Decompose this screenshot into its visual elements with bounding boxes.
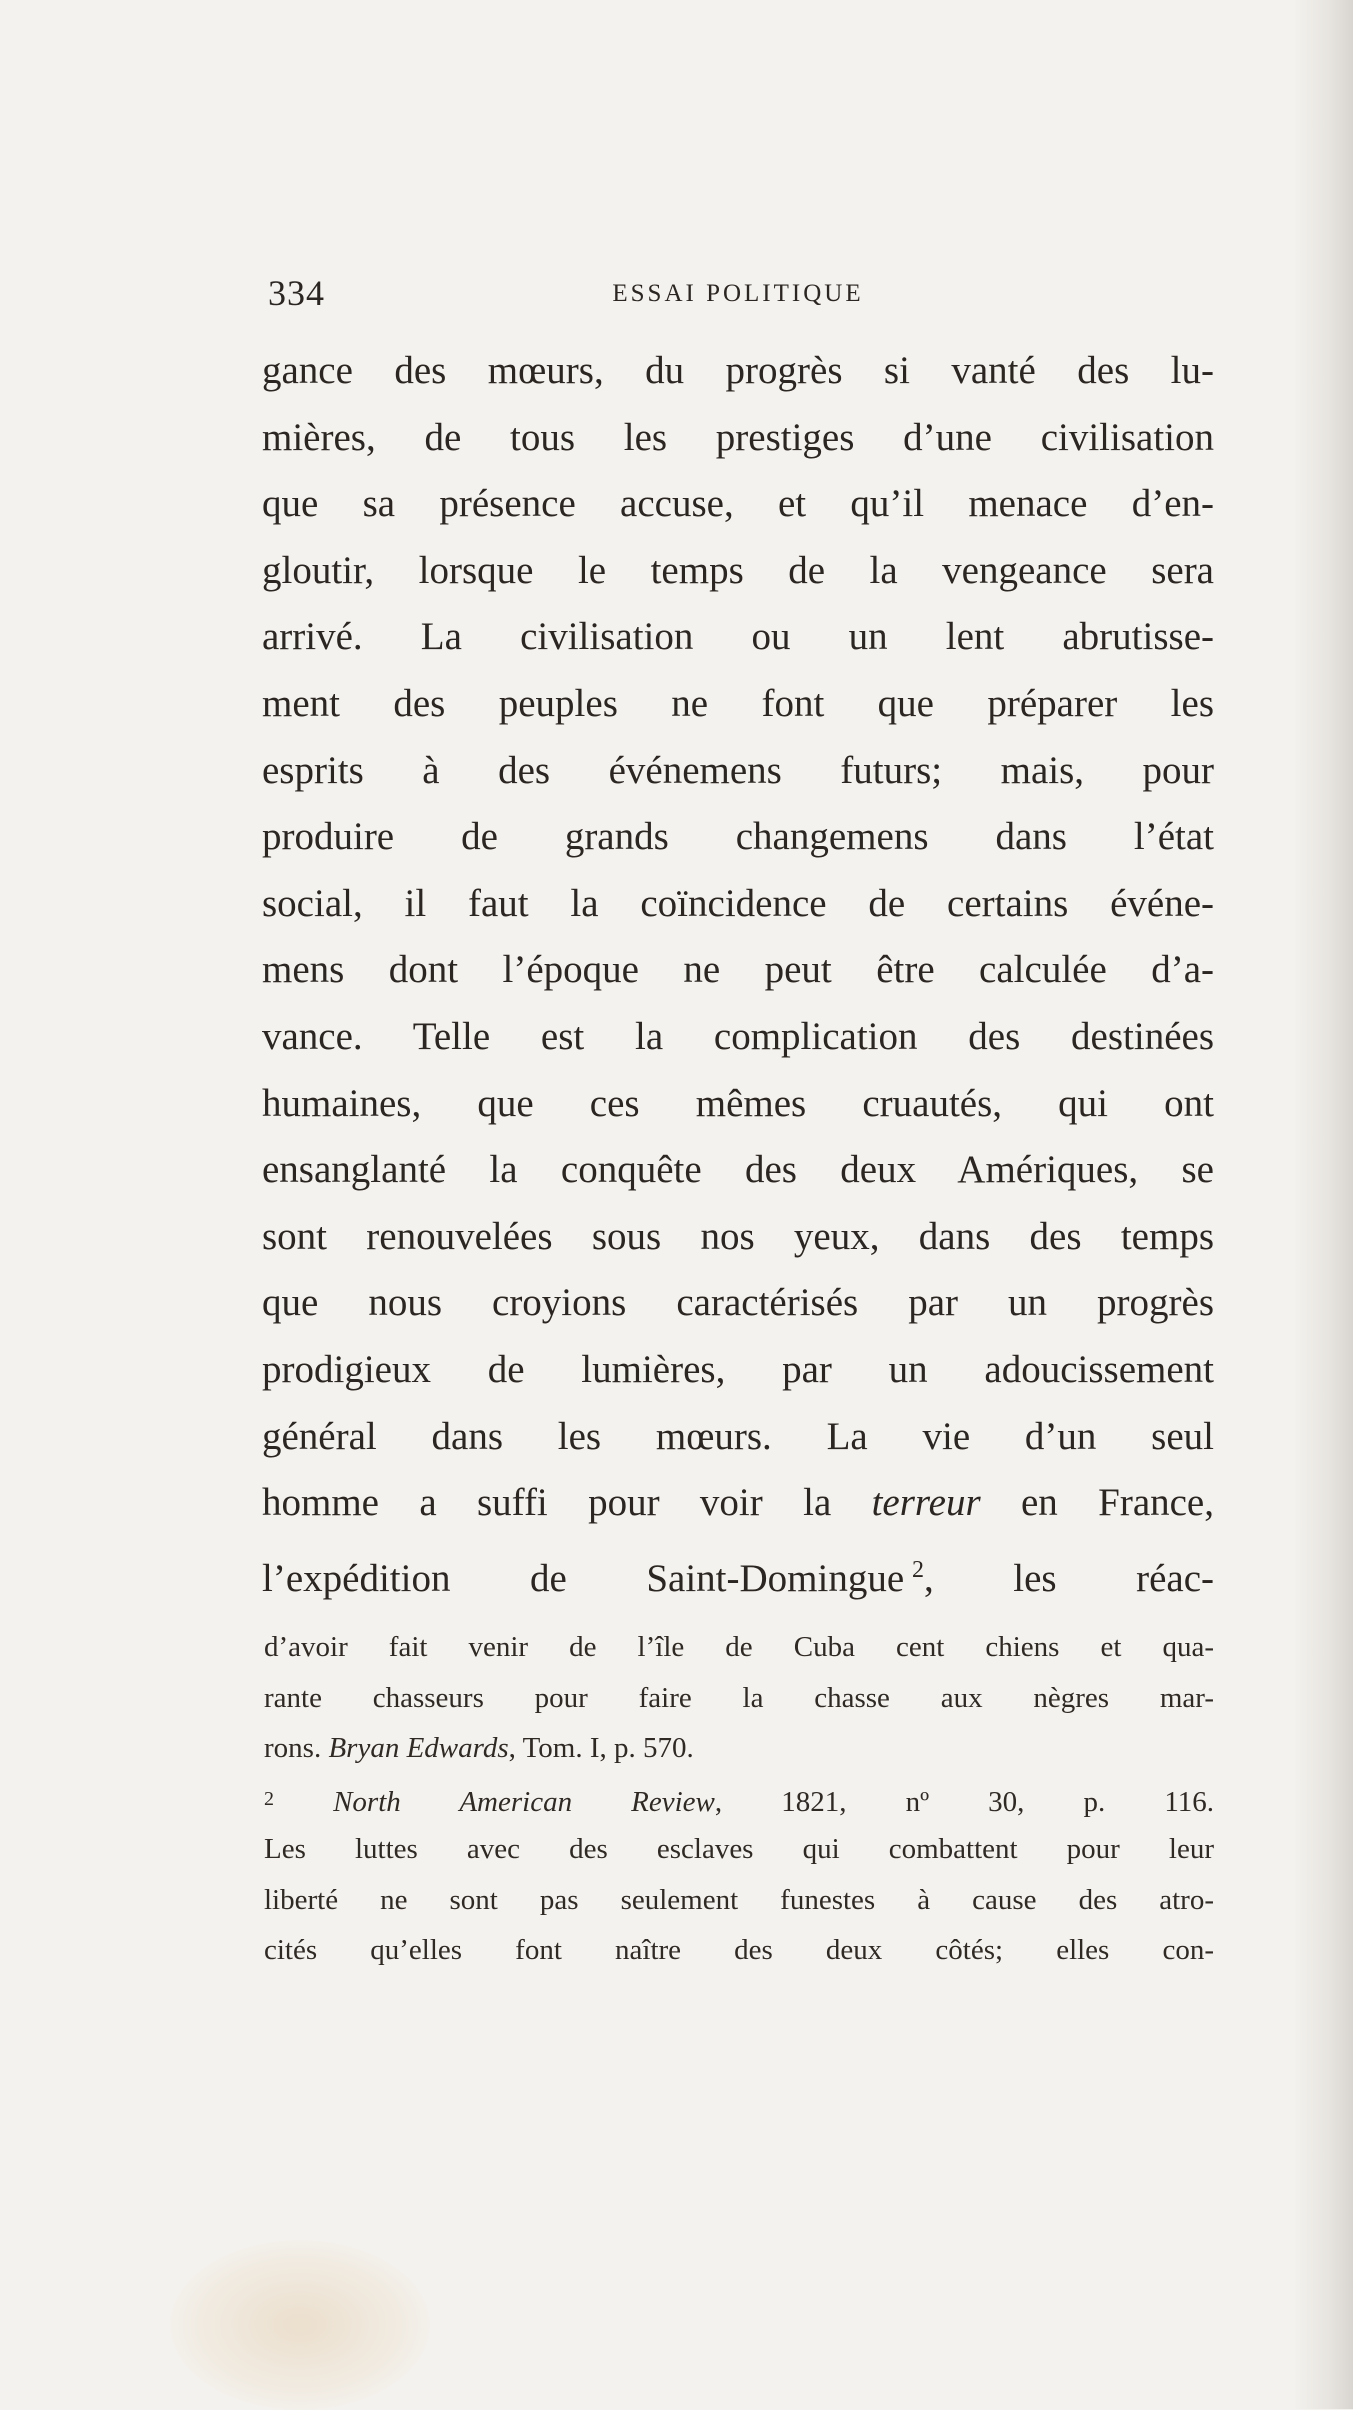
body-line: [262, 1470, 1214, 1537]
page-header: [268, 268, 1208, 318]
body-line: gance des mœurs, du progrès si vanté des lu-: [262, 349, 1214, 392]
body-line: humaines, que ces mêmes cruautés, qui ont: [262, 1081, 1214, 1125]
italic-term: terreur: [871, 1481, 981, 1525]
footnote-line: Les luttes avec des esclaves qui combattent pour leur: [264, 1833, 1214, 1865]
footnote-line: liberté ne sont pas seulement funestes à cause des atro-: [264, 1883, 1214, 1916]
footnote-number: 2: [264, 1787, 274, 1810]
body-line: mières, de tous les prestiges d’une civilisation: [262, 415, 1214, 459]
body-line: ment des peuples ne font que préparer les: [262, 681, 1214, 725]
body-line: prodigieux de lumières, par un adoucissement: [262, 1347, 1214, 1391]
body-line: général dans les mœurs. La vie d’un seul: [262, 1414, 1214, 1458]
footnote-mark: 2: [911, 1556, 924, 1583]
footnote-citation: Bryan Edwards: [328, 1732, 509, 1764]
body-line: social, il faut la coïncidence de certains événe-: [262, 881, 1214, 925]
footnote-text: , Tom. I, p. 570.: [508, 1732, 694, 1764]
body-line: esprits à des événemens futurs; mais, pour: [262, 748, 1214, 792]
footnote-line: d’avoir fait venir de l’île de Cuba cent chiens et qua-: [264, 1631, 1214, 1663]
body-line: [262, 1537, 1214, 1604]
body-line: mens dont l’époque ne peut être calculée d’a-: [262, 948, 1214, 992]
body-line: produire de grands changemens dans l’état: [262, 815, 1214, 859]
body-line: sont renouvelées sous nos yeux, dans des temps: [262, 1214, 1214, 1258]
footnote-text: , 1821, nº 30, p. 116.: [714, 1785, 1214, 1818]
body-line: ensanglanté la conquête des deux Amériques, se: [262, 1148, 1214, 1192]
footnote-line: [264, 1774, 1214, 1825]
footnote-line: [264, 1723, 1214, 1774]
page-number: 334: [268, 273, 325, 313]
body-line-text: en France,: [980, 1481, 1214, 1525]
body-line: gloutir, lorsque le temps de la vengeance sera: [262, 548, 1214, 592]
footnote-line: cités qu’elles font naître des deux côtés; elles con-: [264, 1934, 1214, 1966]
body-line-text: l’expédition de Saint-Domingue: [262, 1556, 905, 1600]
body-line: que sa présence accuse, et qu’il menace d’en-: [262, 482, 1214, 526]
body-text: [262, 338, 1214, 1603]
footnote-citation: North American Review: [333, 1785, 715, 1818]
body-line-text: , les réac-: [923, 1556, 1214, 1600]
body-line: vance. Telle est la complication des destinées: [262, 1014, 1214, 1058]
running-title: ESSAI POLITIQUE: [612, 280, 864, 307]
paper-stain: [170, 2240, 430, 2410]
body-line-text: homme a suffi pour voir la: [262, 1481, 872, 1525]
footnotes: [264, 1622, 1214, 1976]
footnote-line: rante chasseurs pour faire la chasse aux nègres mar-: [264, 1681, 1214, 1714]
footnote-text: rons.: [264, 1732, 329, 1764]
body-line: arrivé. La civilisation ou un lent abrutisse-: [262, 615, 1214, 659]
body-line: que nous croyions caractérisés par un progrès: [262, 1281, 1214, 1325]
page-edge-shadow: [1293, 0, 1353, 2409]
